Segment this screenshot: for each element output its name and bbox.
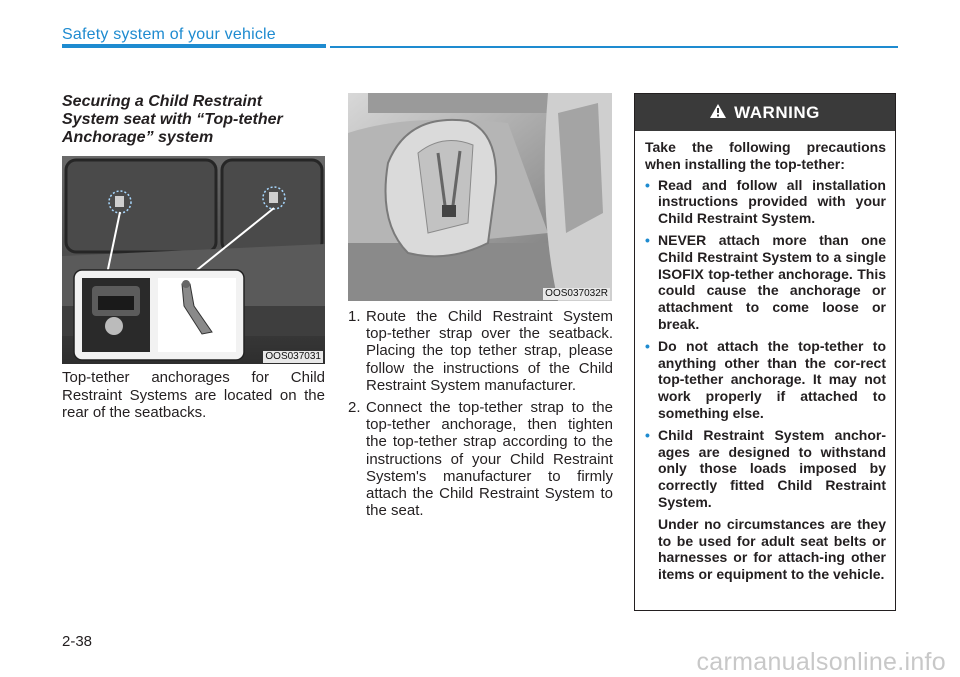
child-seat-photo (348, 93, 612, 301)
warning-title: WARNING (734, 102, 820, 122)
bullet-icon: • (645, 176, 650, 193)
warning-box (634, 93, 896, 611)
warning-list (645, 177, 886, 511)
step-number: 1. (348, 308, 361, 325)
warning-item (645, 338, 886, 422)
warning-header (635, 94, 895, 131)
header-divider-thin (330, 46, 898, 48)
warning-item-text: NEVER attach more than one Child Restraint System to a single ISOFIX top-tether anchorage. This could cause the anchorage or attachment to come loose or break. (658, 231, 886, 332)
page-number: 2-38 (62, 633, 93, 650)
step-text: Route the Child Restraint System top-tether strap over the seatback. Placing the top tether strap, please follow the instructions of the Child Restraint System manufacturer. (366, 308, 613, 394)
warning-item-text: Do not attach the top-tether to anything other than the cor-rect top-tether anchorage. It may not work properly if attached to something else. (658, 337, 886, 421)
bullet-icon: • (645, 426, 650, 443)
header-divider-thick (62, 44, 326, 48)
seat-photo-illustration (348, 93, 612, 301)
figure-caption: OOS037031 (265, 351, 321, 362)
watermark: carmanualsonline.info (696, 648, 946, 676)
bullet-icon: • (645, 337, 650, 354)
trunk-photo-illustration (62, 156, 325, 364)
section-header-title: Safety system of your vehicle (62, 26, 276, 43)
figure-caption: OOS037032R (545, 288, 608, 299)
warning-extra-text: Under no circumstances are they to be used for adult seat belts or harnesses or for attach-ing other items or equipment to the vehicle. (658, 515, 886, 583)
warning-triangle-icon (710, 103, 726, 123)
warning-item-text: Read and follow all installation instructions provided with your Child Restraint System. (658, 176, 886, 227)
warning-item-text: Child Restraint System anchor-ages are designed to withstand only those loads imposed by correctly fitted Child Restraint System. (658, 426, 886, 510)
trunk-anchorage-photo (62, 156, 325, 364)
step-item (348, 308, 613, 394)
bullet-icon: • (645, 231, 650, 248)
warning-item (645, 232, 886, 333)
warning-intro: Take the following precautions when installing the top-tether: (645, 139, 886, 172)
step-text: Connect the top-tether strap to the top-tether anchorage, then tighten the top-tether strap according to the instructions of your Child Restraint System's manufacturer to firmly attach the Child Restraint System to the seat. (366, 399, 613, 520)
section-heading: Securing a Child Restraint System seat with “Top-tether Anchorage” system (62, 93, 283, 146)
warning-body (635, 131, 895, 583)
step-number: 2. (348, 399, 361, 417)
step-item (348, 399, 613, 519)
warning-item (645, 177, 886, 227)
installation-steps (348, 308, 613, 524)
anchorage-location-text: Top-tether anchorages for Child Restraint Systems are located on the rear of the seatbacks. (62, 369, 325, 421)
warning-item (645, 427, 886, 511)
